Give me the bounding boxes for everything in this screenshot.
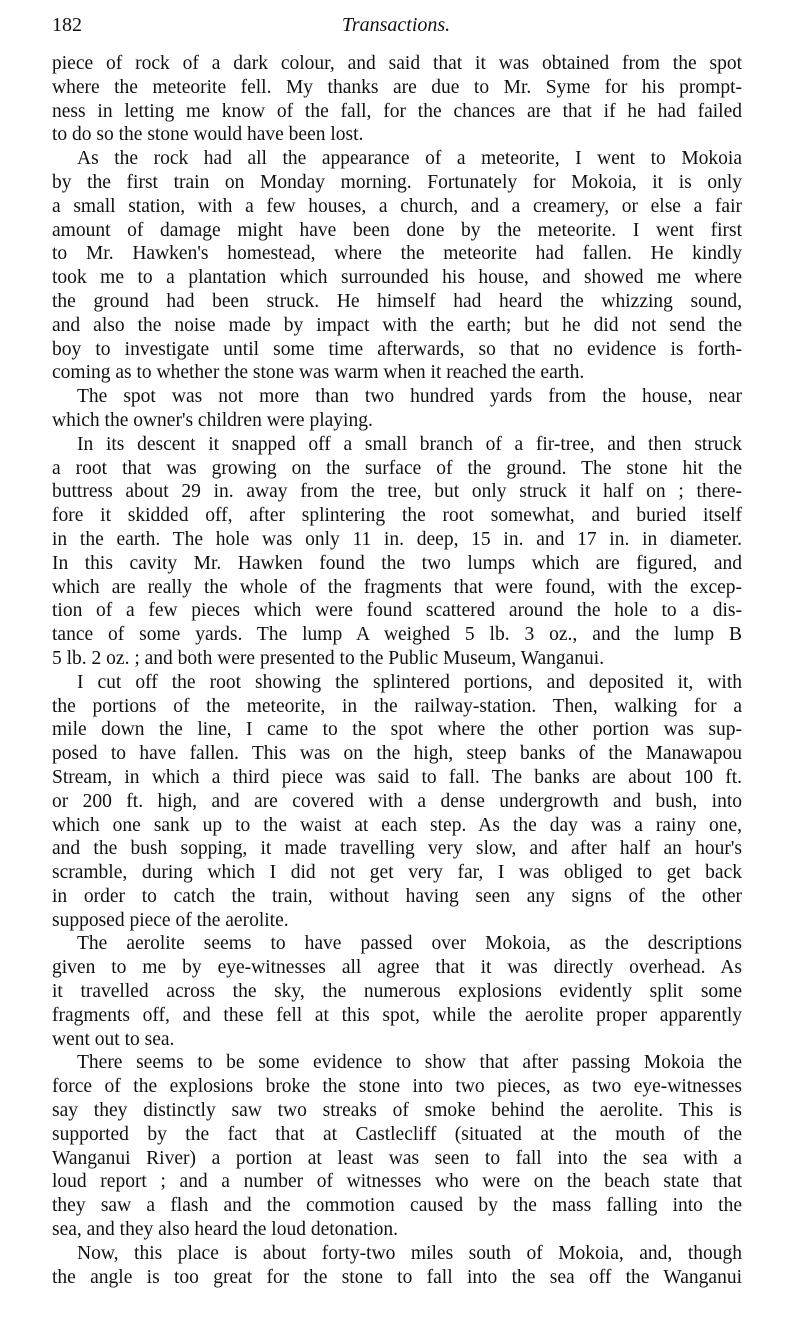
text-line: The aerolite seems to have passed over Mokoia, as the descriptions: [77, 933, 742, 955]
text-line: or 200 ft. high, and are covered with a dense undergrowth and bush, into: [52, 790, 742, 812]
page-number: 182: [52, 14, 82, 36]
text-line: mile down the line, I came to the spot where the other portion was sup-: [52, 719, 742, 741]
paragraph: [52, 1051, 742, 1241]
text-line: to Mr. Hawken's homestead, where the meteorite had fallen. He kindly: [52, 243, 742, 265]
running-title: Transactions.: [341, 14, 451, 36]
text-line: 5 lb. 2 oz. ; and both were presented to the Public Museum, Wanganui.: [52, 647, 605, 669]
text-line: buttress about 29 in. away from the tree, but only struck it half on ; there-: [52, 481, 742, 503]
text-line: coming as to whether the stone was warm when it reached the earth.: [52, 362, 585, 384]
text-line: given to me by eye-witnesses all agree that it was directly overhead. As: [52, 957, 742, 979]
text-line: sea, and they also heard the loud detonation.: [52, 1219, 399, 1241]
text-line: I cut off the root showing the splintered portions, and deposited it, with: [77, 671, 742, 693]
text-line: Now, this place is about forty-two miles south of Mokoia, and, though: [77, 1242, 742, 1264]
text-line: In this cavity Mr. Hawken found the two lumps which are figured, and: [52, 552, 742, 574]
paragraph: [52, 147, 742, 385]
text-line: by the first train on Monday morning. Fortunately for Mokoia, it is only: [52, 171, 742, 193]
text-line: piece of rock of a dark colour, and said that it was obtained from the spot: [52, 53, 742, 74]
text-line: tion of a few pieces which were found scattered around the hole to a dis-: [52, 600, 742, 622]
text-line: tance of some yards. The lump A weighed 5 lb. 3 oz., and the lump B: [52, 624, 742, 646]
text-line: force of the explosions broke the stone into two pieces, as two eye-witnesses: [52, 1076, 742, 1098]
text-line: took me to a plantation which surrounded his house, and showed me where: [52, 267, 742, 289]
text-line: where the meteorite fell. My thanks are due to Mr. Syme for his prompt-: [52, 76, 742, 98]
text-line: the portions of the meteorite, in the railway-station. Then, walking for a: [52, 695, 742, 717]
text-line: a small station, with a few houses, a church, and a creamery, or else a fair: [52, 195, 742, 217]
text-line: they saw a flash and the commotion caused by the mass falling into the: [52, 1195, 742, 1217]
text-line: amount of damage might have been done by the meteorite. I went first: [52, 219, 742, 241]
paragraph: [52, 1242, 742, 1290]
paragraph: [52, 385, 742, 433]
text-line: loud report ; and a number of witnesses who were on the beach state that: [52, 1171, 742, 1193]
text-line: it travelled across the sky, the numerous explosions evidently split some: [52, 981, 742, 1003]
paragraph: [52, 671, 742, 933]
text-line: the ground had been struck. He himself had heard the whizzing sound,: [52, 290, 742, 312]
text-line: ness in letting me know of the fall, for the chances are that if he had failed: [52, 100, 742, 122]
text-line: There seems to be some evidence to show that after passing Mokoia the: [77, 1052, 742, 1074]
text-line: fore it skidded off, after splintering the root somewhat, and buried itself: [52, 505, 742, 527]
text-line: Stream, in which a third piece was said to fall. The banks are about 100 ft.: [52, 766, 742, 788]
paragraph: [52, 932, 742, 1051]
text-line: went out to sea.: [52, 1028, 175, 1050]
text-line: in the earth. The hole was only 11 in. deep, 15 in. and 17 in. in diameter.: [52, 528, 742, 550]
text-line: which one sank up to the waist at each step. As the day was a rainy one,: [52, 814, 742, 836]
text-line: fragments off, and these fell at this spot, while the aerolite proper apparently: [52, 1004, 742, 1026]
text-line: to do so the stone would have been lost.: [52, 124, 364, 146]
text-line: a root that was growing on the surface of the ground. The stone hit the: [52, 457, 742, 479]
text-line: supported by the fact that at Castlecliff (situated at the mouth of the: [52, 1123, 742, 1145]
text-line: scramble, during which I did not get very far, I was obliged to get back: [52, 862, 742, 884]
text-line: and also the noise made by impact with the earth; but he did not send the: [52, 314, 742, 336]
paragraph: [52, 52, 742, 147]
body-text: [52, 52, 742, 1289]
text-line: and the bush sopping, it made travelling very slow, and after half an hour's: [52, 838, 742, 860]
text-line: in order to catch the train, without having seen any signs of the other: [52, 885, 742, 907]
text-line: supposed piece of the aerolite.: [52, 909, 289, 931]
text-line: which are really the whole of the fragments that were found, with the excep-: [52, 576, 742, 598]
text-line: The spot was not more than two hundred yards from the house, near: [77, 386, 742, 408]
text-line: the angle is too great for the stone to fall into the sea off the Wanganui: [52, 1266, 742, 1288]
text-line: Wanganui River) a portion at least was seen to fall into the sea with a: [52, 1147, 742, 1169]
text-line: In its descent it snapped off a small branch of a fir-tree, and then struck: [77, 433, 742, 455]
text-line: posed to have fallen. This was on the high, steep banks of the Manawapou: [52, 743, 742, 765]
text-line: As the rock had all the appearance of a meteorite, I went to Mokoia: [77, 148, 742, 170]
paragraph: [52, 433, 742, 671]
text-line: say they distinctly saw two streaks of smoke behind the aerolite. This is: [52, 1100, 742, 1122]
text-line: which the owner's children were playing.: [52, 409, 373, 431]
text-line: boy to investigate until some time afterwards, so that no evidence is forth-: [52, 338, 742, 360]
